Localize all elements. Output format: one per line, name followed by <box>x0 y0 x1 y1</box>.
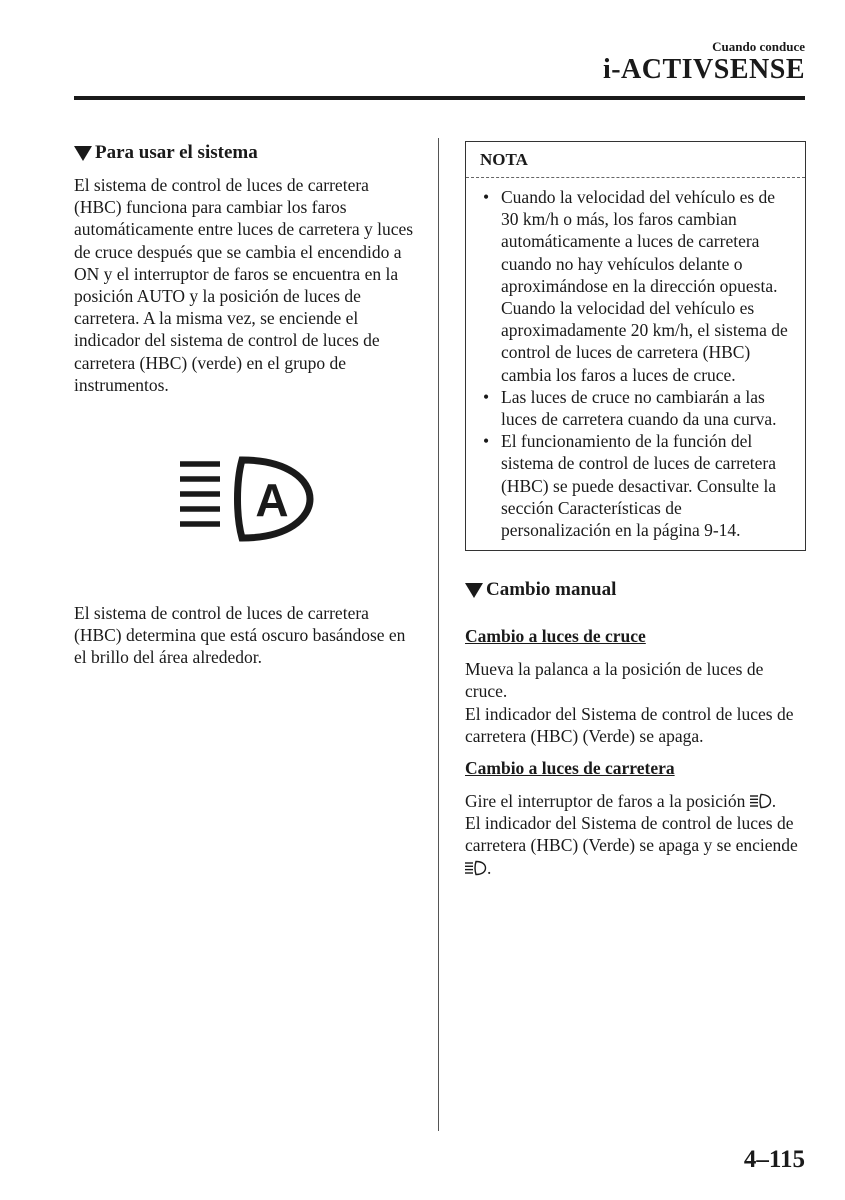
triangle-bullet-icon <box>465 583 483 598</box>
right-column <box>465 141 806 879</box>
note-title: NOTA <box>466 142 805 178</box>
hbc-auto-headlight-icon <box>178 454 318 544</box>
note-list <box>466 178 805 550</box>
subheading-luces-carretera: Cambio a luces de carretera <box>465 758 675 779</box>
high-beam-icon <box>750 793 772 809</box>
header-rule <box>74 96 805 100</box>
body-paragraph <box>465 790 806 879</box>
note-box <box>465 141 806 551</box>
note-item-text: Cuando la velocidad del vehículo es de 30 km/h o más, los faros cambian automáticamente a luces de carretera cuando no hay vehículos delante o aproximándose en la dirección opuesta. <box>501 187 778 296</box>
section-heading-cambio-manual <box>465 578 806 602</box>
section-heading-text: Para usar el sistema <box>95 142 258 163</box>
column-divider <box>438 138 439 1131</box>
note-item <box>480 386 795 430</box>
triangle-bullet-icon <box>74 146 92 161</box>
note-item <box>480 430 795 541</box>
high-beam-icon <box>465 860 487 876</box>
note-item <box>480 186 795 386</box>
subheading-luces-cruce: Cambio a luces de cruce <box>465 626 646 647</box>
body-text: Gire el interruptor de faros a la posición <box>465 791 746 812</box>
body-paragraph: El sistema de control de luces de carretera (HBC) funciona para cambiar los faros automáticamente entre luces de carretera y luces de cruce después que se cambia el encendido a ON y el interruptor de faros se encuentra en la posición AUTO y la posición de luces de carretera. A la misma vez, se enciende el indicador del sistema de control de luces de carretera (HBC) (verde) en el grupo de instrumentos. <box>74 175 414 395</box>
note-item-text: El funcionamiento de la función del sistema de control de luces de carretera (HBC) se puede desactivar. Consulte la sección Características de personalización en la página 9-14. <box>501 431 777 541</box>
body-text: El indicador del Sistema de control de luces de carretera (HBC) (Verde) se apaga. <box>465 703 794 746</box>
page-number: 4–115 <box>743 1146 805 1173</box>
note-item-continuation: Cuando la velocidad del vehículo es aproximadamente 20 km/h, el sistema de control de luces de carretera (HBC) cambia los faros a luces de cruce. <box>501 298 788 385</box>
body-paragraph: El sistema de control de luces de carretera (HBC) determina que está oscuro basándose en el brillo del área alrededor. <box>74 603 406 668</box>
svg-text:A: A <box>255 474 289 527</box>
bullet-icon: • <box>483 431 490 452</box>
body-paragraph <box>465 658 806 747</box>
body-text: El indicador del Sistema de control de luces de carretera (HBC) (Verde) se apaga y se enciende <box>465 813 798 856</box>
left-column <box>74 141 416 669</box>
body-text: . <box>771 791 777 812</box>
bullet-icon: • <box>483 187 490 207</box>
body-text: . <box>487 857 492 878</box>
chapter-label: Cuando conduce <box>712 39 805 54</box>
page-title: i-ACTIVSENSE <box>602 54 805 85</box>
note-item-text: Las luces de cruce no cambiarán a las luces de carretera cuando da una curva. <box>501 386 777 430</box>
bullet-icon: • <box>483 386 490 407</box>
body-text: Mueva la palanca a la posición de luces de cruce. <box>465 659 764 702</box>
section-heading-usar-sistema <box>74 141 416 165</box>
section-heading-text: Cambio manual <box>486 579 617 601</box>
